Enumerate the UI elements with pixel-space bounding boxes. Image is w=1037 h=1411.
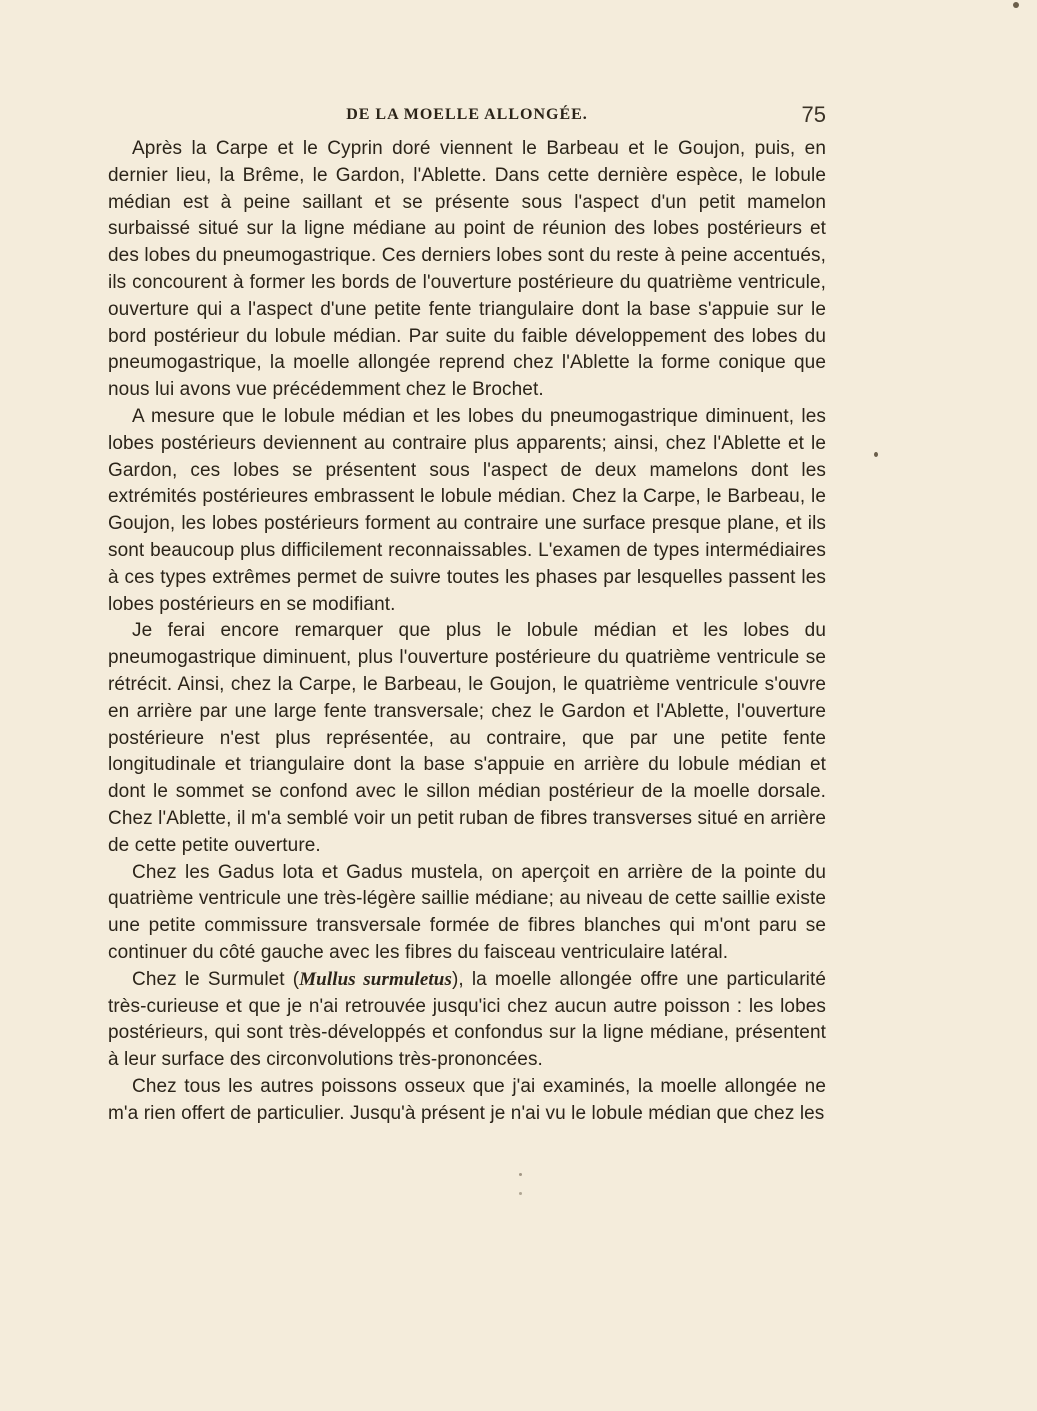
print-speck bbox=[519, 1192, 522, 1195]
body-text bbox=[108, 136, 826, 1127]
species-name: Mullus surmuletus bbox=[299, 968, 452, 990]
print-speck bbox=[519, 1173, 522, 1176]
print-speck bbox=[874, 452, 878, 457]
page-header bbox=[108, 102, 826, 130]
page-number: 75 bbox=[801, 102, 826, 127]
paragraph-6: Chez tous les autres poissons osseux que j'ai examinés, la moelle allongée ne m'a rien offert de particulier. Jusqu'à présent je n'ai vu le lobule médian que chez les bbox=[108, 1075, 826, 1124]
paragraph-3: Je ferai encore remarquer que plus le lobule médian et les lobes du pneumogastrique diminuent, plus l'ouverture postérieure du quatrième ventricule se rétrécit. Ainsi, chez la Carpe, le Barbeau, le Goujon, le quatrième ventricule s'ouvre en arrière par une large fente transversale; chez le Gardon et l'Ablette, l'ouverture postérieure n'est plus représentée, au contraire, que par une petite fente longitudinale et triangulaire dont la base s'appuie en arrière du lobule médian et dont le sommet se confond avec le sillon médian postérieur de la moelle dorsale. Chez l'Ablette, il m'a semblé voir un petit ruban de fibres transverses situé en arrière de cette petite ouverture. bbox=[108, 620, 826, 856]
running-head: DE LA MOELLE ALLONGÉE. bbox=[346, 106, 588, 123]
paragraph-5 bbox=[108, 967, 826, 1074]
paragraph-4: Chez les Gadus lota et Gadus mustela, on aperçoit en arrière de la pointe du quatrième ventricule une très-légère saillie médiane; au niveau de cette saillie existe une petite commissure transversale formée de fibres blanches qui m'ont paru se continuer du côté gauche avec les fibres du faisceau ventriculaire latéral. bbox=[108, 861, 826, 963]
paragraph-1: Après la Carpe et le Cyprin doré viennent le Barbeau et le Goujon, puis, en dernier lieu, la Brême, le Gardon, l'Ablette. Dans cette dernière espèce, le lobule médian est à peine saillant et se présente sous l'aspect d'un petit mamelon surbaissé situé sur la ligne médiane au point de réunion des lobes postérieurs et des lobes du pneumogastrique. Ces derniers lobes sont du reste à peine accentués, ils concourent à former les bords de l'ouverture postérieure du quatrième ventricule, ouverture qui a l'aspect d'une petite fente triangulaire dont la base s'appuie sur le bord postérieur du lobule médian. Par suite du faible développement des lobes du pneumogastrique, la moelle allongée reprend chez l'Ablette la forme conique que nous lui avons vue précédemment chez le Brochet. bbox=[108, 138, 826, 401]
print-speck bbox=[1013, 2, 1019, 8]
paragraph-5-after: ), la moelle allongée offre une particularité très-curieuse et que je n'ai retrouvée jusqu'ici chez aucun autre poisson : les lobes postérieurs, qui sont très-développés et confondus sur la ligne médiane, présentent à leur surface des circonvolutions très-prononcées. bbox=[108, 968, 826, 1071]
paragraph-5-before: Chez le Surmulet ( bbox=[132, 968, 300, 990]
paragraph-2: A mesure que le lobule médian et les lobes du pneumogastrique diminuent, les lobes postérieurs deviennent au contraire plus apparents; ainsi, chez l'Ablette et le Gardon, ces lobes se présentent sous l'aspect de deux mamelons dont les extrémités postérieures embrassent le lobule médian. Chez la Carpe, le Barbeau, le Goujon, les lobes postérieurs forment au contraire une surface presque plane, et ils sont beaucoup plus difficilement reconnaissables. L'examen de types intermédiaires à ces types extrêmes permet de suivre toutes les phases par lesquelles passent les lobes postérieurs en se modifiant. bbox=[108, 405, 826, 615]
